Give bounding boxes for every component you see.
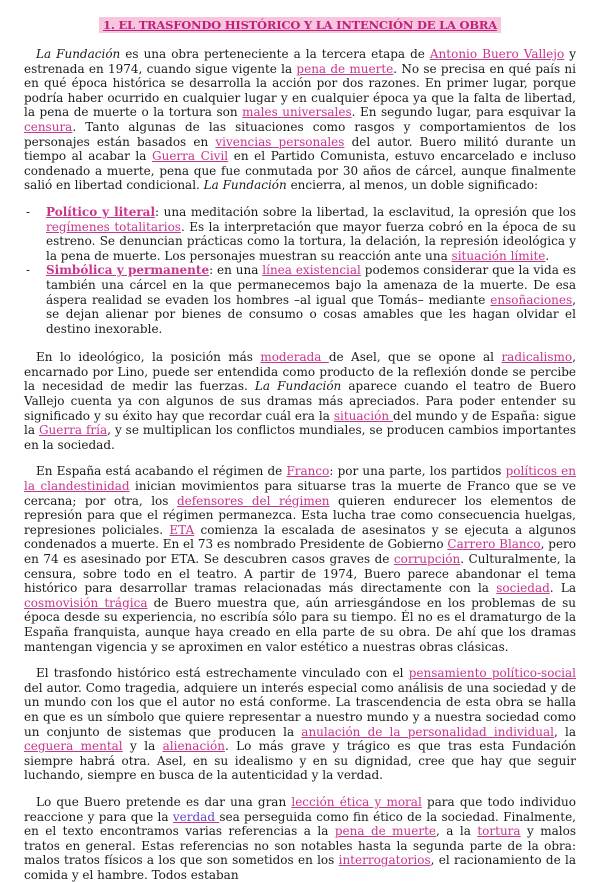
paragraph-3: [24, 464, 576, 654]
link-leccion-etica[interactable]: lección ética y moral: [291, 794, 422, 809]
link-radicalismo[interactable]: radicalismo: [501, 350, 573, 365]
list-dash: -: [26, 263, 31, 278]
text: sea perseguida como fin ético de la sociedad. Finalmente, en el texto encontramos varias referencias a la: [24, 809, 576, 839]
text: La Fundación: [203, 178, 287, 193]
paragraph-2: [24, 350, 576, 452]
text: : en una: [209, 263, 263, 278]
text: . Culturalmente, la censura, sobre todo en el teatro. A partir de 1974, Buero parece abandonar el tema histórico para desarrollar tramas relacionadas más directamente con la: [24, 552, 576, 596]
text: . Tanto algunas de las situaciones como rasgos y comportamientos de los personajes están basados en: [24, 119, 576, 149]
link-pena-de-muerte[interactable]: pena de muerte: [296, 61, 394, 76]
link-guerra-fria[interactable]: Guerra fría: [38, 423, 108, 438]
link-buero-vallejo[interactable]: Antonio Buero Vallejo: [429, 47, 565, 61]
text: . Es la interpretación que mayor fuerza cobró en la época de su estreno. Se denuncian prácticas como la tortura, la delación, la represión ideológica y la pena de muerte. Los personajes muestran su reacción ante una: [46, 219, 576, 263]
link-pena-de-muerte-2[interactable]: pena de muerte: [334, 824, 437, 839]
text: del mundo y de España: sigue la: [24, 408, 576, 438]
link-regimenes-totalitarios[interactable]: regímenes totalitarios: [46, 219, 181, 234]
link-situacion[interactable]: situación: [333, 408, 394, 423]
link-cosmovision-tragica[interactable]: cosmovisión trágica: [24, 595, 148, 610]
paragraph-5: [24, 795, 576, 882]
list-item-politico: [24, 205, 576, 263]
text: En España está acabando el régimen de: [36, 464, 287, 479]
link-situacion-limite[interactable]: situación límite: [451, 248, 546, 263]
meaning-list: [24, 205, 576, 336]
list-dash: -: [26, 204, 31, 219]
text: , pero en 74 es asesinado por ETA. Se descubren casos graves de: [24, 537, 577, 566]
text: en el Partido Comunista, estuvo encarcelado e incluso condenado a muerte, pena que fue conmutada por 30 años de cárcel, aunque finalmente salió en libertad condicional.: [24, 149, 577, 193]
text: y estrenada en 1974, cuando sigue vigente la: [24, 47, 576, 76]
link-pensamiento-politico-social[interactable]: pensamiento político-social: [408, 666, 576, 681]
paragraph-1: [24, 47, 576, 193]
text: , la: [554, 724, 577, 739]
link-ensonaciones[interactable]: ensoñaciones: [490, 292, 573, 307]
text: es una obra perteneciente a la tercera etapa de: [120, 47, 430, 61]
title-wrap: [24, 14, 576, 33]
text: La Fundación: [254, 379, 342, 394]
link-interrogatorios[interactable]: interrogatorios: [338, 853, 431, 868]
text: encierra, al menos, un doble significado:: [286, 178, 539, 193]
text: . Lo más grave y trágico es que tras esta Fundación siempre habrá otra. Asel, en su idealismo y en su dignidad, cree que hay que seguir luchando, siempre en busca de la autenticidad y la verdad.: [24, 739, 577, 783]
link-censura[interactable]: censura: [24, 119, 73, 134]
text: , el racionamiento de la comida y el hambre. Todos estaban: [24, 853, 576, 882]
link-anulacion-personalidad[interactable]: anulación de la personalidad individual: [301, 724, 555, 739]
link-franco[interactable]: Franco: [286, 464, 330, 479]
text: . En segundo lugar, para esquivar la: [351, 105, 576, 120]
text: : una meditación sobre la libertad, la esclavitud, la opresión que los: [155, 204, 577, 219]
link-ceguera-mental[interactable]: ceguera mental: [24, 739, 123, 754]
link-males-universales[interactable]: males universales: [242, 105, 352, 120]
list-item-simbolica: [24, 263, 576, 336]
text: y malos tratos en general. Estas referencias no son notables hasta la segunda parte de la obra: malos tratos físicos a los que son sometidos en los: [24, 824, 576, 868]
link-carrero-blanco[interactable]: Carrero Blanco: [447, 537, 541, 552]
text: de Buero muestra que, aún arriesgándose en los problemas de su época desde su experiencia, no escribía sólo para su tiempo. Él no es el dramaturgo de la España franquista, aunque haya creado en ella parte de su obra. De ahí que los dramas mantengan vigencia y se aproximen en valor estético a nuestras obras clásicas.: [24, 595, 577, 654]
link-vivencias-personales[interactable]: vivencias personales: [215, 134, 345, 149]
link-guerra-civil[interactable]: Guerra Civil: [152, 149, 229, 164]
link-verdad[interactable]: verdad: [172, 809, 220, 824]
text: de Asel, que se opone al: [328, 350, 502, 365]
text: El trasfondo histórico está estrechamente vinculado con el: [36, 666, 409, 681]
link-politicos-clandestinidad[interactable]: políticos en la clandestinidad: [24, 464, 576, 494]
text: inician movimientos para situarse tras la muerte de Franco que se ve cercana; por otra, los: [24, 479, 576, 508]
text: En lo ideológico, la posición más: [36, 350, 261, 365]
text: : por una parte, los partidos: [329, 464, 506, 479]
text: comienza la escalada de asesinatos y se ejecuta a algunos condenados a muerte. En el 73 es nombrado Presidente de Gobierno: [24, 522, 576, 552]
link-tortura[interactable]: tortura: [477, 824, 521, 839]
text: del autor. Como tragedia, adquiere un interés especial como análisis de una sociedad y de un mundo con los que el autor no está conforme. La trascendencia de esta obra se halla en que es un símbolo que quiere representar a nuestro mundo y a nuestra sociedad como un conjunto de sistemas que producen la: [24, 680, 576, 739]
section-title: 1. EL TRASFONDO HISTÓRICO Y LA INTENCIÓN DE LA OBRA: [99, 17, 501, 33]
text: . No se precisa en qué país ni en qué época histórica se desarrolla la acción por dos razones. En primer lugar, porque podría haber ocurrido en cualquier lugar y en cualquier época ya que la falta de libertad, la pena de muerte o la tortura son: [24, 61, 576, 120]
text: del autor. Buero militó durante un tiempo al acabar la: [24, 134, 577, 164]
text: La Fundación: [36, 47, 121, 61]
text: , y se multiplican los conflictos mundiales, se producen cambios importantes en la sociedad.: [24, 423, 576, 452]
text: aparece cuando el teatro de Buero Vallejo cuenta ya con algunos de sus dramas más apreciados. Para poder entender su significado y su éxito hay que recordar cuál era la: [24, 379, 576, 423]
link-linea-existencial[interactable]: línea existencial: [262, 263, 361, 278]
text: , encarnado por Lino, puede ser entendida como producto de la reflexión donde se percibe la necesidad de medir las fuerzas.: [24, 350, 576, 394]
link-eta[interactable]: ETA: [169, 522, 195, 537]
link-simbolica-permanente[interactable]: Simbólica y permanente: [46, 263, 210, 278]
link-sociedad[interactable]: sociedad: [496, 581, 550, 596]
text: , a la: [436, 824, 478, 839]
link-corrupcion[interactable]: corrupción: [393, 552, 461, 566]
link-moderada[interactable]: moderada: [260, 350, 329, 365]
text: , se dejan alienar por bienes de consumo o cosas amables que les hagan olvidar el destino inexorable.: [46, 292, 576, 336]
text: y la: [122, 739, 163, 754]
paragraph-4: [24, 666, 576, 783]
text: para que todo individuo reaccione y para que la: [24, 794, 576, 824]
text: Lo que Buero pretende es dar una gran: [36, 794, 292, 809]
text: podemos considerar que la vida es también una cárcel en la que permanecemos bajo la amenaza de la muerte. De esa áspera realidad se evaden los hombres –al igual que Tomás– mediante: [46, 263, 576, 307]
text: .: [545, 248, 550, 263]
link-politico-literal[interactable]: Político y literal: [46, 204, 156, 219]
text: . La: [549, 581, 576, 596]
link-defensores-regimen[interactable]: defensores del régimen: [176, 493, 330, 508]
text: quieren endurecer los elementos de represión para que el régimen permanezca. Esta lucha trae como consecuencia huelgas, represiones policiales.: [24, 493, 577, 537]
link-alienacion[interactable]: alienación: [162, 739, 225, 754]
